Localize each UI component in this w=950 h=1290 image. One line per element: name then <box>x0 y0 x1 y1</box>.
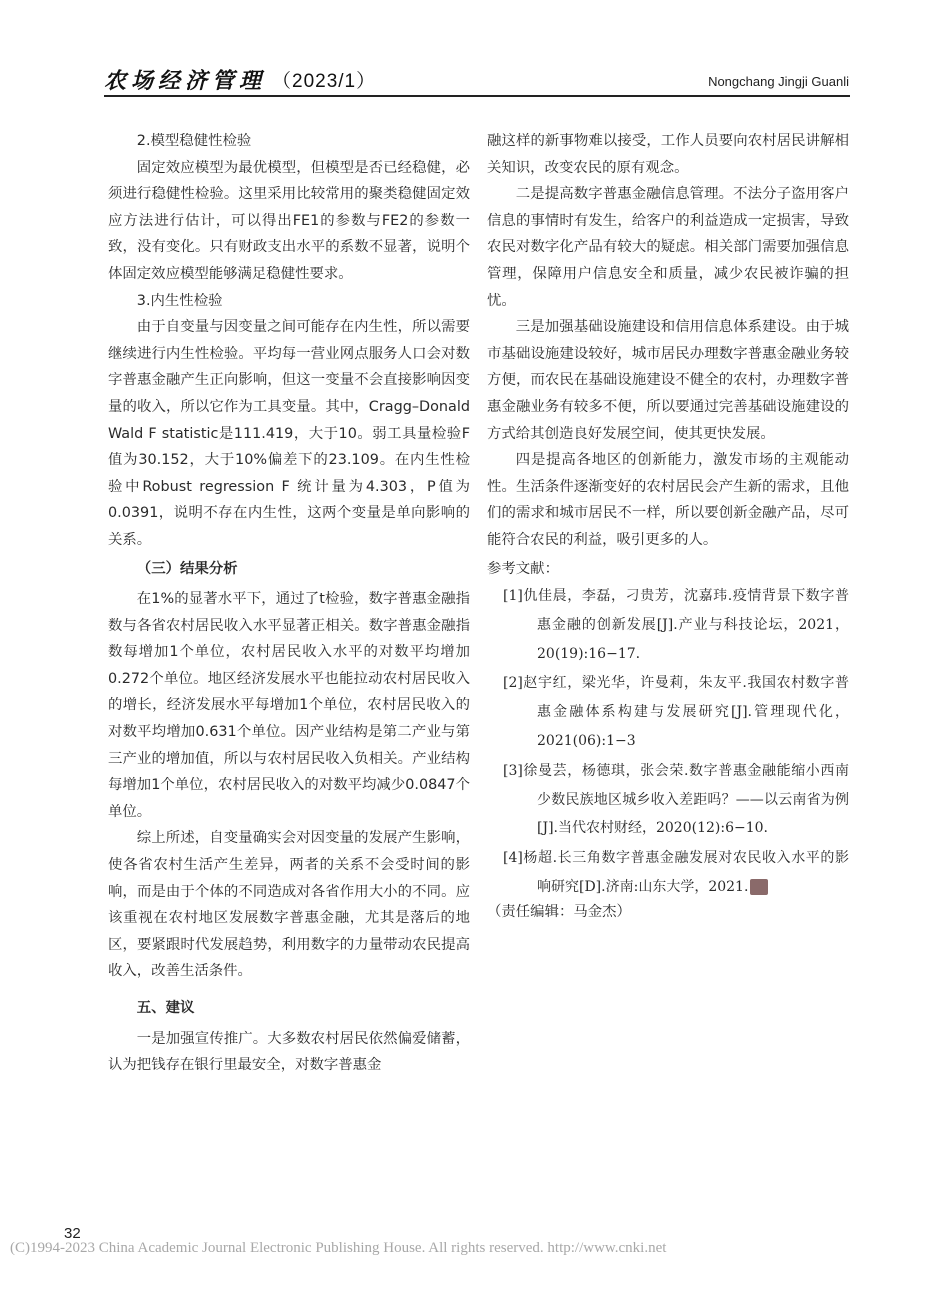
reference-item: [1]仇佳晨，李磊，刁贵芳，沈嘉玮.疫情背景下数字普惠金融的创新发展[J].产业与科技论坛，2021，20(19):16−17. <box>503 588 849 662</box>
paragraph: 固定效应模型为最优模型，但模型是否已经稳健，必须进行稳健性检验。这里采用比较常用的聚类稳健固定效应方法进行估计，可以得出FE1的参数与FE2的参数一致，没有变化。只有财政支出水平的系数不显著，说明个体固定效应模型能够满足稳健性要求。 <box>108 159 470 282</box>
paragraph: 由于自变量与因变量之间可能存在内生性，所以需要继续进行内生性检验。平均每一营业网点服务人口会对数字普惠金融产生正向影响，但这一变量不会直接影响因变量的收入，所以它作为工具变量。其中，Cragg–Donald Wald F statistic是111.419，大于10。弱工具量检验F值为30.152，大于10%偏差下的23.109。在内生性检验中Robust regression F 统计量为4.303，P值为0.0391，说明不存在内生性，这两个变量是单向影响的关系。 <box>108 319 470 548</box>
right-column <box>487 128 849 925</box>
header-divider <box>104 95 850 97</box>
paragraph: 四是提高各地区的创新能力，激发市场的主观能动性。生活条件逐渐变好的农村居民会产生新的需求，且他们的需求和城市居民不一样，所以要创新金融产品，尽可能符合农民的利益，吸引更多的人。 <box>487 452 849 548</box>
journal-title-en: Nongchang Jingji Guanli <box>708 74 849 89</box>
section-heading-results: （三）结果分析 <box>136 560 238 577</box>
reference-item <box>487 844 849 902</box>
paragraph: 三是加强基础设施建设和信用信息体系建设。由于城市基础设施建设较好，城市居民办理数字普惠金融业务较方便，而农民在基础设施建设不健全的农村，办理数字普惠金融业务有较多不便，所以要通过完善基础设施建设的方式给其创造良好发展空间，使其更快发展。 <box>487 319 849 442</box>
reference-item: [2]赵宇红，梁光华，许曼莉，朱友平.我国农村数字普惠金融体系构建与发展研究[J].管理现代化，2021(06):1−3 <box>503 675 849 750</box>
paragraph: 二是提高数字普惠金融信息管理。不法分子盗用客户信息的事情时有发生，给客户的利益造成一定损害，导致农民对数字化产品有较大的疑虑。相关部门需要加强信息管理，保障用户信息安全和质量，减少农民被诈骗的担忧。 <box>487 186 849 309</box>
end-mark-icon <box>750 879 768 895</box>
journal-issue: （2023/1） <box>272 71 377 92</box>
copyright-notice: (C)1994-2023 China Academic Journal Electronic Publishing House. All rights reserved. http://www.cnki.net <box>10 1240 667 1256</box>
paragraph: 综上所述，自变量确实会对因变量的发展产生影响，使各省农村生活产生差异，两者的关系不会受时间的影响，而是由于个体的不同造成对各省作用大小的不同。应该重视在农村地区发展数字普惠金融，尤其是落后的地区，要紧跟时代发展趋势，利用数字的力量带动农民提高收入，改善生活条件。 <box>108 830 470 980</box>
reference-text: [4]杨超.长三角数字普惠金融发展对农民收入水平的影响研究[D].济南:山东大学，2021. <box>503 850 849 896</box>
left-column <box>108 128 470 1079</box>
subsection-heading-robustness: 2.模型稳健性检验 <box>136 133 252 149</box>
paragraph: 融这样的新事物难以接受，工作人员要向农村居民讲解相关知识，改变农民的原有观念。 <box>487 133 849 176</box>
reference-item: [3]徐曼芸，杨德琪，张会荣.数字普惠金融能缩小西南少数民族地区城乡收入差距吗？——以云南省为例[J].当代农村财经，2020(12):6−10. <box>503 762 849 837</box>
subsection-heading-endogeneity: 3.内生性检验 <box>136 292 223 309</box>
paragraph: 在1%的显著水平下，通过了t检验，数字普惠金融指数与各省农村居民收入水平显著正相关。数字普惠金融指数每增加1个单位，农村居民收入水平的对数平均增加0.272个单位。地区经济发展水平也能拉动农村居民收入的增长，经济发展水平每增加1个单位，农村居民收入的对数平均增加0.631个单位。因产业结构是第二产业与第三产业的增加值，所以与农村居民收入负相关。产业结构每增加1个单位，农村居民收入的对数平均减少0.0847个单位。 <box>108 591 470 820</box>
journal-title: 农场经济管理 <box>104 68 267 94</box>
responsible-editor: （责任编辑：马金杰） <box>487 903 631 920</box>
section-heading-suggestions: 五、建议 <box>136 1000 195 1016</box>
paragraph: 一是加强宣传推广。大多数农村居民依然偏爱储蓄，认为把钱存在银行里最安全，对数字普惠金 <box>108 1030 470 1074</box>
references-heading: 参考文献： <box>487 560 559 577</box>
page-number: 32 <box>64 1225 81 1242</box>
